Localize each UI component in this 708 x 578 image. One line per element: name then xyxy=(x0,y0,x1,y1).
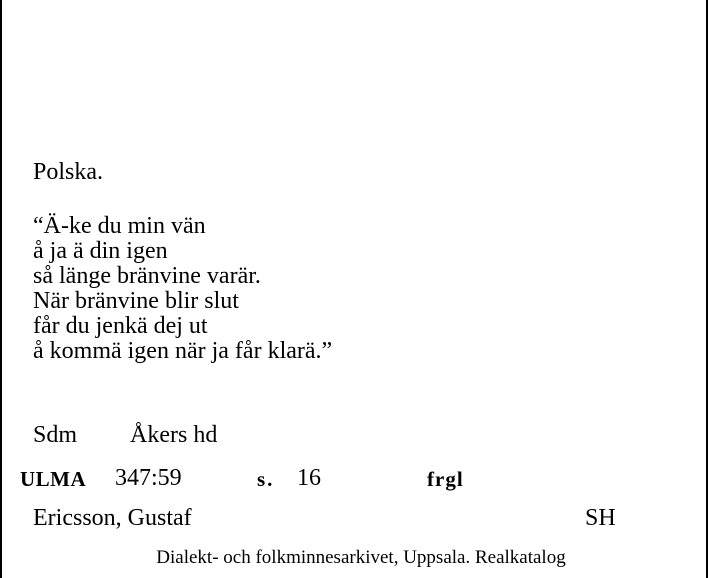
page-label: s. xyxy=(257,467,275,491)
region-code: Sdm xyxy=(33,422,78,448)
region-name: Åkers hd xyxy=(130,422,218,448)
card-footer xyxy=(0,548,708,567)
verse-line: får du jenkä dej ut xyxy=(33,313,208,339)
archive-footer-text: Dialekt- och folkminnesarkivet, Uppsala. Realkatalog xyxy=(156,547,566,568)
verse-line: så länge bränvine varär. xyxy=(33,263,261,289)
verse-line: å kommä igen när ja får klarä.” xyxy=(33,338,333,364)
informant-name: Ericsson, Gustaf xyxy=(33,505,192,531)
verse-line: När bränvine blir slut xyxy=(33,288,239,314)
archive-code: ULMA xyxy=(20,467,87,491)
card-left-edge xyxy=(0,0,2,578)
song-title: Polska. xyxy=(33,159,104,185)
type-code: frgl xyxy=(427,467,464,491)
collector-initials: SH xyxy=(585,505,616,531)
verse-line: å ja ä din igen xyxy=(33,238,168,264)
verse-line: “Ä-ke du min vän xyxy=(33,213,206,239)
accession-number: 347:59 xyxy=(115,465,182,491)
verse-text xyxy=(33,214,332,364)
page-number: 16 xyxy=(297,465,321,491)
